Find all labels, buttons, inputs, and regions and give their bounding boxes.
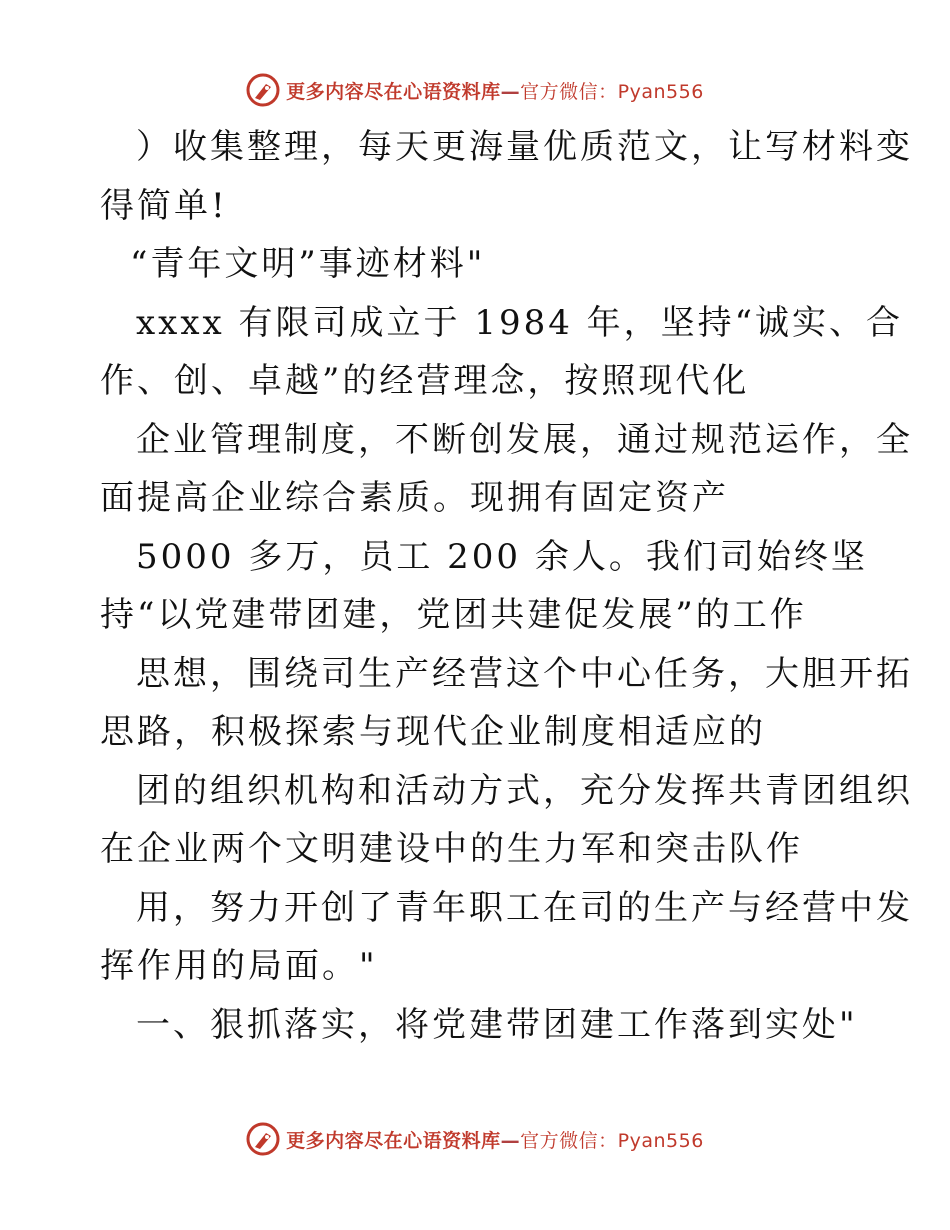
text-line: 面提高企业综合素质。现拥有固定资产: [100, 478, 729, 518]
footer-banner: [0, 1117, 950, 1161]
text-line: 用，努力开创了青年职工在司的生产与经营中发: [136, 887, 913, 928]
document-body: [100, 118, 913, 1054]
text-line: 得简单!: [100, 185, 228, 226]
header-banner: [0, 68, 950, 112]
header-banner-text: [286, 77, 704, 104]
pen-nib-circle-icon: [246, 73, 280, 107]
text-line: ）收集整理，每天更海量优质范文，让写材料变: [136, 127, 913, 167]
footer-separator: —: [500, 1129, 521, 1152]
text-line: xxxx 有限司成立于 1984 年，坚持“诚实、合: [136, 302, 904, 343]
text-line: 思路，积极探索与现代企业制度相适应的: [100, 712, 766, 752]
footer-brand: 更多内容尽在心语资料库: [286, 1129, 501, 1152]
header-wechat: 官方微信：Pyan556: [520, 80, 704, 103]
footer-wechat: 官方微信：Pyan556: [520, 1129, 704, 1152]
text-line: 作、创、卓越”的经营理念，按照现代化: [100, 361, 750, 401]
section-heading: 一、狠抓落实，将党建带团建工作落到实处": [136, 1004, 858, 1045]
footer-banner-text: [286, 1126, 704, 1153]
text-line: 思想，围绕司生产经营这个中心任务，大胆开拓: [136, 653, 913, 694]
header-separator: —: [500, 80, 521, 103]
text-line: 5000 多万，员工 200 余人。我们司始终坚: [136, 536, 868, 577]
text-line: 在企业两个文明建设中的生力军和突击队作: [100, 829, 803, 869]
document-title: “青年文明”事迹材料": [130, 244, 486, 284]
pen-nib-circle-icon: [246, 1122, 280, 1156]
text-line: 挥作用的局面。": [100, 946, 378, 986]
text-line: 持“以党建带团建，党团共建促发展”的工作: [100, 595, 807, 635]
header-brand: 更多内容尽在心语资料库: [286, 80, 501, 103]
text-line: 企业管理制度，不断创发展，通过规范运作，全: [136, 419, 913, 460]
text-line: 团的组织机构和活动方式，充分发挥共青团组织: [136, 770, 913, 811]
